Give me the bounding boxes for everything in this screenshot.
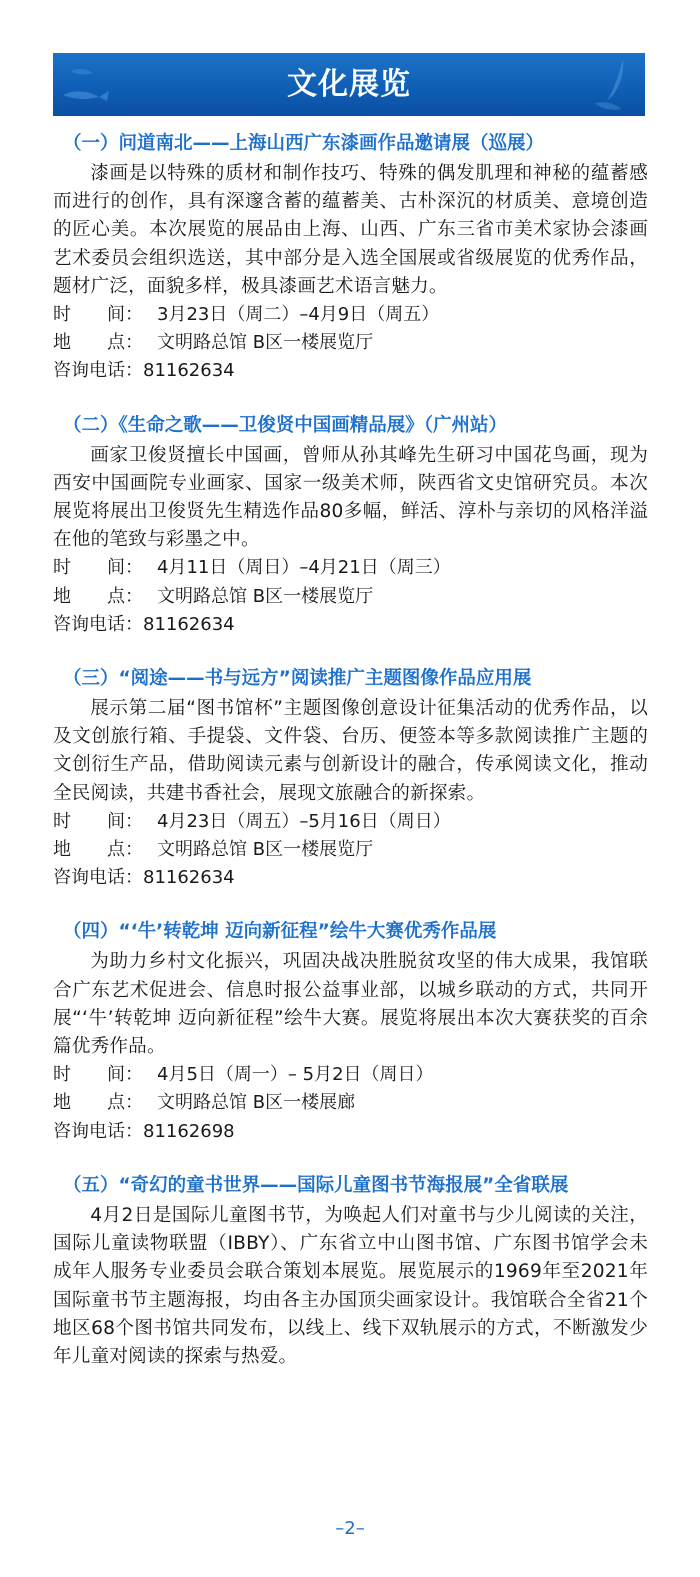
exhibition-item — [53, 663, 648, 892]
exhibition-title: （四）“‘牛’转乾坤 迈向新征程”绘牛大赛优秀作品展 — [63, 921, 497, 943]
exhibition-item — [53, 410, 648, 639]
exhibition-title: （三）“阅途——书与远方”阅读推广主题图像作品应用展 — [63, 668, 532, 690]
place-value: 文明路总馆 B区一楼展廊 — [157, 1092, 356, 1114]
exhibition-place — [53, 583, 648, 611]
phone-label: 咨询电话： — [53, 360, 143, 382]
exhibition-item — [53, 1170, 648, 1371]
exhibition-title: （二）《生命之歌——卫俊贤中国画精品展》（广州站） — [63, 414, 508, 436]
phone-label: 咨询电话： — [53, 1120, 143, 1142]
time-label: 时 间： — [53, 304, 143, 326]
place-label: 地 点： — [53, 839, 143, 861]
exhibition-description: 4月2日是国际儿童图书节，为唤起人们对童书与少儿阅读的关注，国际儿童读物联盟（IBBY）、广东省立中山图书馆、广东图书馆学会未成年人服务专业委员会联合策划本展览。展览展示的1969年至2021年国际童书节主题海报，均由各主办国顶尖画家设计。我馆联合全省21个地区68个图书馆共同发布，以线上、线下双轨展示的方式，不断激发少年儿童对阅读的探索与热爱。 — [53, 1204, 648, 1367]
exhibition-time — [53, 554, 648, 582]
place-value: 文明路总馆 B区一楼展览厅 — [157, 332, 374, 354]
exhibition-phone — [53, 864, 648, 892]
exhibition-phone — [53, 357, 648, 385]
exhibition-description: 漆画是以特殊的质材和制作技巧、特殊的偶发肌理和神秘的蕴蓄感而进行的创作，具有深邃含蓄的蕴蓄美、古朴深沉的材质美、意境创造的匠心美。本次展览的展品由上海、山西、广东三省市美术家协会漆画艺术委员会组织选送，其中部分是入选全国展或省级展览的优秀作品，题材广泛，面貌多样，极具漆画艺术语言魅力。 — [53, 163, 648, 297]
exhibition-item — [53, 916, 648, 1145]
time-value: 3月23日（周二）–4月9日（周五） — [157, 304, 440, 326]
exhibition-description: 展示第二届“图书馆杯”主题图像创意设计征集活动的优秀作品，以及文创旅行箱、手提袋、文件袋、台历、便签本等多款阅读推广主题的文创衍生产品，借助阅读元素与创新设计的融合，传承阅读文化，推动全民阅读，共建书香社会，展现文旅融合的新探索。 — [53, 698, 648, 804]
exhibition-time — [53, 301, 648, 329]
exhibition-title: （一）问道南北——上海山西广东漆画作品邀请展（巡展） — [63, 133, 545, 154]
place-label: 地 点： — [53, 332, 143, 354]
exhibition-description: 画家卫俊贤擅长中国画，曾师从孙其峰先生研习中国花鸟画，现为西安中国画院专业画家、国家一级美术师，陕西省文史馆研究员。本次展览将展出卫俊贤先生精选作品80多幅，鲜活、淳朴与亲切的风格洋溢在他的笔致与彩墨之中。 — [53, 444, 648, 551]
phone-value: 81162634 — [143, 360, 235, 382]
phone-value: 81162698 — [143, 1120, 235, 1142]
exhibition-phone — [53, 611, 648, 639]
place-value: 文明路总馆 B区一楼展览厅 — [157, 585, 374, 607]
exhibition-place — [53, 836, 648, 864]
page-number: –2– — [335, 1518, 365, 1539]
place-value: 文明路总馆 B区一楼展览厅 — [157, 839, 374, 861]
exhibition-description: 为助力乡村文化振兴，巩固决战决胜脱贫攻坚的伟大成果，我馆联合广东艺术促进会、信息时报公益事业部，以城乡联动的方式，共同开展“‘牛’转乾坤 迈向新征程”绘牛大赛。展览将展出本次大赛获奖的百余篇优秀作品。 — [53, 951, 648, 1058]
exhibition-list — [53, 128, 648, 1371]
exhibition-time — [53, 1061, 648, 1089]
phone-label: 咨询电话： — [53, 613, 143, 635]
place-label: 地 点： — [53, 585, 143, 607]
phone-value: 81162634 — [143, 613, 235, 635]
place-label: 地 点： — [53, 1092, 143, 1114]
exhibition-title: （五）“奇幻的童书世界——国际儿童图书节海报展”全省联展 — [63, 1174, 569, 1196]
exhibition-phone — [53, 1118, 648, 1146]
banner-title: 文化展览 — [287, 67, 411, 102]
time-value: 4月5日（周一）– 5月2日（周日） — [157, 1064, 434, 1086]
title-banner — [53, 53, 645, 116]
phone-value: 81162634 — [143, 867, 235, 889]
time-label: 时 间： — [53, 557, 143, 579]
time-label: 时 间： — [53, 810, 143, 832]
exhibition-place — [53, 329, 648, 357]
time-label: 时 间： — [53, 1064, 143, 1086]
phone-label: 咨询电话： — [53, 867, 143, 889]
exhibition-time — [53, 808, 648, 836]
time-value: 4月23日（周五）–5月16日（周日） — [157, 810, 451, 832]
time-value: 4月11日（周日）–4月21日（周三） — [157, 557, 451, 579]
exhibition-item — [53, 128, 648, 386]
exhibition-place — [53, 1089, 648, 1117]
